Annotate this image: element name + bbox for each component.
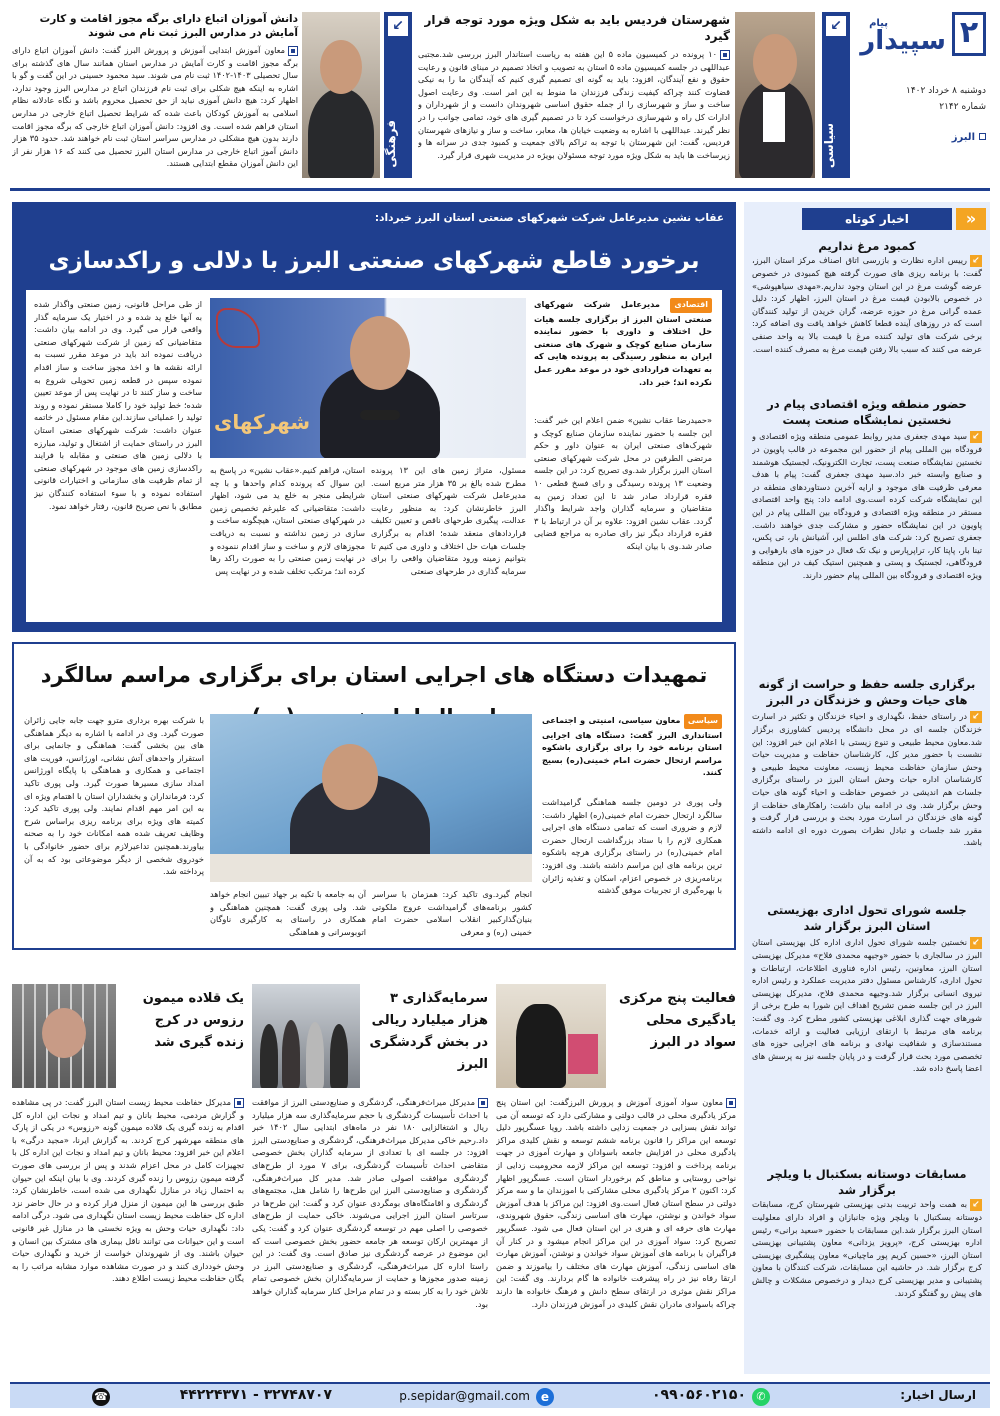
sidebar-item-title: حضور منطقه ویژه اقتصادی پیام در نخستین نمایشگاه صنعت پست (767, 397, 967, 427)
second-story-col-4: با شرکت بهره برداری مترو جهت جابه جایی زائران صورت گیرد. وی در ادامه با اشاره به دیگر هماهنگی های بین بخشی گفت: هماهنگی و جانمایی برای استقرار واحدهای آتش نشانی، اورژانس، فوریت های اجتماعی و همکاری و هماهنگی با پایگاه اورژانس امداد سازی مسیرها صورت گیرد. ولی پوری تاکید کرد: فرمانداران و بخشداران استان با اهتمام ویژه ای به این امر مهم اقدام نمایند. ولی پوری تاکید کرد: کمیته های ویژه برای برنامه ریزی براساس شرح وظایف تعریف شده همه امکانات خود را به صحنه بیاورند.همچنین تداعیرلازم برای حضور خانوادگی با خودروی شخصی از دیگر موضوعاتی بود که به آن پرداخته شد. (24, 715, 204, 877)
section-tag-left (384, 12, 412, 178)
second-story-photo (210, 714, 532, 882)
bottom-story-title: سرمایه‌گذاری ۳ هزار میلیارد ریالی در بخش گردشگری البرز (369, 991, 488, 1072)
section-tag: اقتصادی (670, 298, 712, 313)
sidebar-item (752, 676, 982, 898)
email-icon: e (536, 1388, 554, 1406)
whatsapp-icon: ✆ (752, 1388, 770, 1406)
region-bullet-icon (979, 133, 986, 140)
region-label (952, 132, 986, 143)
double-chevron-icon: « (956, 208, 986, 230)
second-story-col-2: انجام گیرد.وی تاکید کرد: همزمان با سراسر کشور برنامه‌های گرامیداشت عروج ملکوتی بنیان‌گذارکبیر انقلاب اسلامی حضرت امام خمینی (ره) و معرفی (372, 889, 532, 937)
logo-big-text: سپیدار (860, 26, 946, 56)
lead-photo (210, 298, 526, 458)
page-number: ۲ (952, 12, 986, 56)
bottom-story-photo (496, 984, 606, 1088)
news-bullet-icon (726, 1098, 736, 1108)
bottom-story (12, 962, 244, 1372)
down-arrow-icon: ↙ (826, 16, 846, 36)
second-story-intro: سیاسی معاون سیاسی، امنیتی و اجتماعی استانداری البرز گفت: دستگاه های اجرایی استان برنامه خود را برای برگزاری باشکوه مراسم ارتحال حضرت امام خمینی(ره) بسیج کنند. (542, 715, 722, 778)
lead-kicker: عقاب نشین مدیرعامل شرکت شهرکهای صنعتی استان البرز خبرداد: (374, 212, 724, 224)
issue-number: شماره ۲۱۴۲ (939, 102, 986, 112)
sidebar-item-title: مسابقات دوستانه بسکتبال با ویلچر برگزار شد (767, 1167, 967, 1197)
section-left-label: فرهنگی (384, 120, 398, 168)
microphone-icon (360, 410, 400, 420)
lead-col-1: «حمیدرضا عقاب نشین» ضمن اعلام این خبر گفت: این جلسه با حضور نماینده سازمان صنایع کوچک و شهرک‌های صنعتی ایران به عنوان داور و حکم مرتضی الطرفین در محل شرکت شهرکهای صنعتی استان البرز برگزار شد.وی تصریح کرد: در این جلسه وضعیت ۱۳ پرونده رسیدگی و رای فسخ قطعی ۱۰ فقره قرارداد صادر شد تا این تعداد زمین به متقاضیان و سرمایه گذاران واجد شرایط واگذار گردد. عقاب نشین افزود: علاوه بر آن در ارتباط با ۳ فقره قرارداد دیگر نیز رای صادره به مراجع قضایی صادر شد.وی با بیان اینکه (534, 415, 712, 551)
orange-arrow-icon: ↙ (970, 255, 982, 267)
news-bullet-icon (720, 50, 730, 60)
news-bullet-icon (478, 1098, 488, 1108)
section-right-label: سیاسی (822, 122, 836, 168)
section-tag-right (822, 12, 850, 178)
lead-intro: اقتصادی مدیرعامل شرکت شهرکهای صنعتی استان البرز از برگزاری جلسه هیات حل اختلاف و داوری با حضور نماینده سازمان صنایع کوچک و شهرک های صنعتی ایران به منظور رسیدگی به پرونده هایی که به تعهدات قراردادی خود در موعد مقرر عمل نکرده اند؛ خبر داد. (534, 299, 712, 387)
send-news-label: ارسال اخبار: (900, 1388, 976, 1402)
lead-body-box (26, 290, 722, 622)
header-story-right (418, 12, 730, 182)
publication-date: دوشنبه ۸ خرداد ۱۴۰۲ (906, 86, 986, 96)
phone-icon: ☎ (92, 1388, 110, 1406)
header-story-left (12, 12, 298, 182)
sidebar-item (752, 238, 982, 392)
bottom-story-body: مدیرکل حفاظت محیط زیست استان البرز گفت: در پی مشاهده و گزارش مردمی، محیط بانان و تیم امداد و نجات این اداره کل اقدام به زنده گیری یک قلاده میمون گونه «رزوس» در یکی از پارک های منطقه مهرشهر کرج کردند. به گزارش ایرنا، «مجید درگی» با اعلام این خبر افزود: محیط بانان و تیم امداد و نجات این اداره کل با تجهیزات کامل در محل اعزام شدند و پس از بررسی های صورت گرفته میمون رزوس را زنده گیری کردند. وی با بیان اینکه این حیوان به احتمال زیاد در منازل نگهداری می شده است، خاطرنشان کرد: طبق بررسی ها این میمون از منزل فرار کرده و در حال حاضر نزد اداره کل حفاظت محیط زیست استان نگهداری می شود. درگی ادامه داد: نگهداری حیات وحش به ویژه نخستی ها در منازل غیر قانونی است و این حیوانات می توانند ناقل بیماری های مشترک بین انسان و حیوان باشند. وی از شهروندان خواست از خرید و نگهداری حیات وحش خودداری کنند و در صورت مشاهده موارد مشابه مراتب را به یگان حفاظت محیط زیست اطلاع دهند. (12, 1097, 244, 1284)
orange-arrow-icon: ↙ (970, 431, 982, 443)
orange-arrow-icon: ↙ (970, 1199, 982, 1211)
footer-phone[interactable] (92, 1387, 332, 1407)
header-divider (10, 188, 990, 191)
sidebar-item (752, 396, 982, 672)
bottom-story-body: معاون سواد آموزی آموزش و پرورش البرزگفت: این استان پنج مرکز یادگیری محلی در قالب دولتی و مشارکتی دارد که توسعه آن می تواند نقش بسزایی در جمعیت زدایی داشته باشد. رویا عسگرپور دلیل توسعه این مراکز را قانون برنامه ششم توسعه و نقش کلیدی مراکز یادگیری محلی در افزایش جامعه باسوادان و مهارت آموزی در جهت برنامه پرداخت و افزود: توسعه این مراکز لازمه محرومیت زدایی از نواحی روستایی و مناطق کم برخوردار استان است. عسگرپور اظهار کرد: اکنون ۲ مرکز یادگیری محلی مشارکتی با اموزندان ما و سه مرکز دولتی در سطح استان فعال است.وی افزود: این مراکز با هدف آموزش سواد خواندن و نوشتن، مهارت های اساسی زندگی، حقوق شهروندی، مهارت های حرفه ای و هنری در این استان فعال می شود. عسگرپور تصریح کرد: سواد آموزی در این مراکز انجام میشود و در کنار آن فراگیران با برنامه های آموزش سواد خواندن و نوشتن، آموزش مهارت های اساسی زندگی، آموزش مهارت های مختلف را بیاموزند و ضمن ارتقا رفاه نیز در راه پیشرفت خانواده ها گام بردارند. وی گفت: این مراکز نقش موثری در ارتقای سطح دانش و فرهنگ خانواده ها دارند چراکه باسوادی مادران نقش کلیدی در آموزش فرزندان دارد. (496, 1097, 736, 1309)
sidebar-item-title: برگزاری جلسه حفظ و حراست از گونه های حیات وحش و خزندگان در البرز (758, 677, 976, 707)
bottom-story-photo (12, 984, 116, 1088)
bottom-story-title: یک قلاده میمون رزوس در کرج زنده گیری شد (142, 991, 244, 1050)
email-address: p.sepidar@gmail.com (399, 1389, 530, 1403)
footer-bar (10, 1382, 990, 1408)
header-left-photo (302, 12, 380, 178)
lead-col-3: استان، فراهم کنیم.«عقاب نشین» در پاسخ به این سوال که پرونده کدام واحدها و با چه شرایطی منجر به خلع ید می شود، اظهار داشت: متقاضیانی که علیرغم تخصیص زمین در شهرکهای صنعتی استان، هیچگونه ساخت و سازی در زمین نداشته و نسبت به دریافت مجوزهای لازم و ساخت و ساز اقدام ننموده و در نهایت زمین صنعتی را به صورت راکد رها کرده اند؛ مرتکب تخلف شده و در نهایت پس (210, 465, 365, 576)
second-story-title: تمهیدات دستگاه های اجرایی استان برای برگزاری مراسم سالگرد (40, 663, 708, 687)
bottom-story-body: مدیرکل میراث‌فرهنگی، گردشگری و صنایع‌دستی البرز از موافقت با احداث تأسیسات گردشگری با حجم سرمایه‌گذاری سه هزار میلیارد ریال و اشتغالزایی ۱۸۰ نفر در ماه‌های ابتدایی سال ۱۴۰۲ خبر داد.رحیم خاکی مدیرکل میراث‌فرهنگی، گردشگری و صنایع‌دستی البرز افزود: در جلسه ای با تعدادی از سرمایه گذاران بخش خصوصی متقاضی احداث تأسیسات گردشگری، برای ۷ مورد از طرح‌های گردشگری موافقت اصولی صادر شد. مدیر کل میراث‌فرهنگی، گردشگری و صنایع‌دستی البرز این طرح‌ها را شامل هتل، مجتمع‌های گردشگری و اقامتگاه‌های بومگردی عنوان کرد و گفت: این طرح‌ها در سرتاسر استان البرز اجرایی می‌شوند. خاکی حمایت از طرح‌های خصوصی را اصلی مهم در توسعه گردشگری عنوان کرد و گفت: یکی از مهمترین ارکان توسعه هر جامعه حضور بخش خصوصی است که این موضوع در عرصه گردشگری نیز صادق است. وی گفت: در این راستا اداره کل میراث‌فرهنگی، گردشگری و صنایع‌دستی البرز در زمینه صدور مجوزها و حمایت از سرمایه‌گذاران بخش خصوصی تمام تلاش خود را به کار بسته و در تمام مراحل کنار سرمایه گذاران خواهد بود. (252, 1097, 488, 1309)
sidebar-item-body: ↙در راستای حفظ، نگهداری و احیاء خزندگان و تکثیر در اسارت خزندگان جلسه ای در محل دانشگاه پردیس کشاورزی برگزار شد.معاون محیط طبیعی و تنوع زیستی با اعلام این خبر افزود: این نشست با حضور مدیر کل، کارشناسان حفاظت و مدیریت حیات وحش سازمان حفاظت محیط زیست، معاونت محیط طبیعی و کارشناسان اداره حیات وحش استان البرز در راستای برگزاری جلسات هم اندیشی در خصوص حفاظت و احیاء گونه های حیات وحش برگزار شد. وی در ادامه بیان داشت: راهکارهای حفاظت از گونه های خزندگان در اسارت مورد بحث و بررسی قرار گرفت و مقرر شد جلسات و تبادل نظرات بصورت دوره ای ادامه داشته باشد. (752, 711, 982, 848)
lead-story (12, 202, 736, 632)
whatsapp-number: ۰۹۹۰۵۶۰۲۱۵۰ (652, 1387, 746, 1403)
phone-number: ۳۲۷۴۸۷۰۷ - ۴۴۲۲۴۳۷۱ (179, 1387, 332, 1403)
iran-map-icon (216, 308, 260, 348)
sidebar-short-news (744, 202, 990, 1374)
sidebar-item-body: ↙رییس اداره نظارت و بازرسی اتاق اصناف مرکز استان البرز، گفت: با برنامه ریزی های صورت گرفته هیچ کمبودی در خصوص عرضه گوشت مرغ در این استان وجود نداریم.«مهدی سیاهپوشی» در خصوص بالابودن قیمت مرغ در استان البرز، اظهار کرد: دلیل عمده گرانی مرغ در حوزه عرضه، گران خریدن از تولید کنندگان است که در روزهای آینده قطعا کاهش خواهد یافت وی اضافه کرد: برخی شرکت های تولید کننده مرغ با قیمت بالا به واحد صنفی عرضه می کنند که سبب بالا رفتن قیمت مرغ به مصرف کننده است. (752, 255, 982, 354)
lead-col-4: از طی مراحل قانونی، زمین صنعتی واگذار شده به آنها خلع ید شده و در اختیار یک سرمایه گذار واقعی قرار می گیرد. وی در ادامه بیان داشت: متقاضیانی که زمین از شرکت شهرکهای صنعتی دریافت نموده اند باید در موعد مقرر نسبت به ارائه نقشه ها و اخذ مجوز ساخت و ساز اقدام نموده سپس در قطعه زمین تحویلی شروع به ساخت و ساز کنند تا در نهایت پس از موعد تعیین شده؛ خط تولید خود را کاملا مستقر نموده و روند تولید را عملیاتی سازند.این مقام مسئول در خاتمه عنوان داشت: شرکت شهرکهای صنعتی استان البرز در راستای حمایت از اشتغال و تولید، مبارزه با دلالی زمین های صنعتی و مقابله با فرایند راکدسازی زمین های موجود در شهرکهای صنعتی از تمام ظرفیت های سازمانی و اختیارات قانونی استفاده نموده و با سوء استفاده کنندگان نیز مطابق با نص صریح قانون، رفتار خواهد نمود. (34, 299, 202, 511)
sidebar-item-body: ↙به همت واحد تربیت بدنی بهزیستی شهرستان کرج، مسابقات دوستانه بسکتبال با ویلچر ویژه جانبازان و افراد دارای معلولیت استان البرز برگزار شد.این مسابقات با حضور «سعید برانی» رئیس اداره بهزیستی کرج، «پرویز یزدانی» معاون پشتیبانی بهزیستی استان البرز، «حسین کریم پور ماچیانی» معاون پیشگیری بهزیستی کرج برگزار شد. در حاشیه این مسابقات، شرکت کنندگان با معاون پشتیبانی و مدیر بهزیستی کرج دیدار و درخصوص مشکلات و چالش های پیش رو گفتگو کردند. (752, 1199, 982, 1298)
header-story-left-body: معاون آموزش ابتدایی آموزش و پرورش البرز گفت: دانش آموزان اتباع دارای برگه مجوز اقامت و کارت آمایش در مدارس استان همانند سال های گذشته برای سال تحصیلی ۱۴۰۳-۱۴۰۲ ثبت نام می شوند. سید محمود حسینی در این گفت و گو با اشاره به اینکه هیچ شکلی برای ثبت نام فرزندان اتباع در مدارس البرز وجود ندارد، اظهار کرد: هیچ دانش آموزی نباید از حق تحصیل محروم باشد و نگاه عادلانه نظام اسلامی به آموزش کودکان باعث شده که شرایط تحصیل اتباع خارجی در مدارس استان فراهم شده است. وی افزود: دانش آموزان اتباع خارجی که برگه مجوز اقامت دارند بدون هیچ مشکلی در مدارس سراسر استان ثبت نام خواهند شد. حدود ۳۵ هزار دانش آموز اتباع خارجی در مدارس استان البرز تحصیل می کنند که ۱۶ هزار نفر از این دانش آموزان مقطع ابتدایی هستند. (12, 45, 298, 169)
orange-arrow-icon: ↙ (970, 937, 982, 949)
header-story-left-title: دانش آموزان اتباع دارای برگه مجوز اقامت و کارت آمایش در مدارس البرز ثبت نام می شوند (39, 13, 298, 39)
sidebar-items (752, 238, 982, 1348)
header-story-right-body: ۱۰ پرونده در کمیسیون ماده ۵ این هفته به ریاست استاندار البرز بررسی شد.مجتبی عبداللهی در جلسه کمیسیون ماده ۵ استان به تصویب و اتخاذ تصمیم در مبنای قانون و رعایت حقوق و نفع آیندگان، افزود: باید به گونه ای تصمیم گیری کنیم که آیندگان ما را به نیکی قضاوت کنند چراکه کیفیت زندگی فرزندان ما منوط به این امر است. وی رعایت اصول ساخت و ساز و شهرسازی را از جمله حقوق اساسی شهروندان دانست و از شهرداران و ادارات کل راه و شهرسازی درخواست کرد تا در تصمیم گیری های خود، تمامی جوانب را در نظر گیرند. عبداللهی با اشاره به وضعیت خیابان ها، معابر، ساخت و ساز و نیازهای شهرستان فردیس، گفت: این شهرستان با توجه به تراکم بالای جمعیت و کمبود جدی در سرانه ها و زیرساخت ها باید به شکل ویژه مورد توجه مسئولان بویژه در مدیریت شهری قرار گیرد. (418, 49, 730, 160)
orange-arrow-icon: ↙ (970, 711, 982, 723)
news-bullet-icon (234, 1098, 244, 1108)
lead-col-2: مسئول، متراژ زمین های این ۱۳ پرونده مطرح شده بالغ بر ۳۵ هزار متر مربع است. مدیرعامل شرکت شهرکهای صنعتی استان البرز خاطرنشان کرد: به منظور رعایت عدالت، پیگیری طرحهای ناقص و تعیین تکلیف قراردادهای منعقد شده؛ اقدام به برگزاری جلسات هیات حل اختلاف و داوری می کنیم تا بتوانیم زمینه ورود متقاضیان واقعی را برای سرمایه گذاری در طرحهای صنعتی (371, 465, 526, 576)
masthead (860, 8, 986, 178)
lead-title: برخورد قاطع شهرکهای صنعتی البرز با دلالی و راکدسازی (48, 248, 700, 274)
sidebar-item (752, 1166, 982, 1348)
logo-small-text: پیام (869, 18, 888, 29)
bottom-story-photo (252, 984, 360, 1088)
header-right-photo (735, 12, 815, 178)
sidebar-item (752, 902, 982, 1162)
footer-whatsapp[interactable] (570, 1387, 770, 1407)
sidebar-item-title: کمبود مرغ نداریم (818, 239, 916, 253)
region-text: البرز (951, 132, 975, 143)
down-arrow-icon: ↙ (388, 16, 408, 36)
section-tag: سیاسی (684, 714, 722, 729)
sidebar-item-body: ↙نخستین جلسه شورای تحول اداری اداره کل بهزیستی استان البرز در سالجاری با حضور «وجیهه محمدی فلاح» مدیرکل بهزیستی استان البرز، معاونین، رئیس اداره فناوری اطلاعات، ارتباطات و تحول اداری، کارشناس مسئول دفتر مدیریت عملکرد و رئیس اداره نیروی انسانی برگزار شد.وجیهه محمدی فلاح، مدیرکل بهزیستی البرز در این جلسه ضمن تشریح اهداف این شورا به طرح برخی از شورهای جهت گذاری ابلاغی بهزیستی کشور مطرح کرد. وی گفت: برنامه های مرتبط با ارتقای ارزیابی فعالیت و ارائه خدمات، مستندسازی و شفافیت نهادی و برنامه های اجرایی حوزه های تخصصی مورد بحث قرار گرفت و در پایان جلسه نیز به پرسش های اعضا پاسخ داده شد. (752, 937, 982, 1074)
sidebar-header (744, 208, 990, 232)
sidebar-item-title: جلسه شورای تحول اداری بهزیستی استان البرز برگزار شد (767, 903, 967, 933)
bottom-story-title: فعالیت پنج مرکزی یادگیری محلی سواد در البرز (619, 991, 736, 1050)
header-story-right-title: شهرستان فردیس باید به شکل ویژه مورد توجه قرار گیرد (424, 13, 730, 43)
logo (860, 8, 946, 72)
lead-photo-banner-text: شهرکهای (214, 410, 310, 434)
second-story-col-1: ولی پوری در دومین جلسه هماهنگی گرامیداشت سالگرد ارتحال حضرت امام خمینی(ره) اظهار داشت: لازم و ضروری است که تمامی دستگاه های اجرایی همکاری لازم را با ستاد بزرگداشت ارتحال حضرت امام خمینی(ره) در راستای برگزاری هرچه باشکوه ترین برنامه های این مراسم داشته باشند. وی افزود: برنامه‌ریزی در خصوص اعزام، اسکان و تغذیه زائران با بهره‌گیری از تجربیات موفق گذشته (542, 797, 722, 896)
news-bullet-icon (288, 46, 298, 56)
bottom-story (496, 962, 736, 1372)
footer-email[interactable] (354, 1387, 554, 1407)
sidebar-heading: اخبار کوتاه (802, 208, 952, 230)
second-story-col-3: آن به جامعه با تکیه بر جهاد تبیین انجام خواهد شد. ولی پوری گفت: همچنین هماهنگی و همکاری در راستای به کارگیری ناوگان اتوبوسرانی و هماهنگی (210, 889, 366, 937)
bottom-story (252, 962, 488, 1372)
sidebar-item-body: ↙سید مهدی جعفری مدیر روابط عمومی منطقه ویژه اقتصادی و فرودگاه بین المللی پیام از حضور این مجموعه در قالب پاویون در نخستین نمایشگاه صنعت پست، تجارت الکترونیک، لجستیک هوشمند و صنایع وابسته خبر داد.سید مهدی جعفری گفت: پیام با هدف معرفی ظرفیت های موجود و ارایه آخرین دستاوردهای منطقه در این نمایشگاه شرکت کرده است.وی ادامه داد: پنج واحد اقتصادی مستقر در منطقه ویژه اقتصادی و فرودگاه بین المللی پیام در این پاویون در این نمایشگاه حضور و مشارکت جدی خواهند داشت. جعفری تصریح کرد: شرکت های اطلس ایر، آشیانش بار، تی پکس، تینا بار، پاپتا کار، تراپرپارس و نیک تک فعال در حوزه های بارهوایی و فرودگاهی، لجستیک و پستی و همچنین استیک کیف در این منطقه ویژه اقتصادی و فرودگاه بین المللی پیام حضور دارند. (752, 431, 982, 580)
second-story (12, 642, 736, 950)
